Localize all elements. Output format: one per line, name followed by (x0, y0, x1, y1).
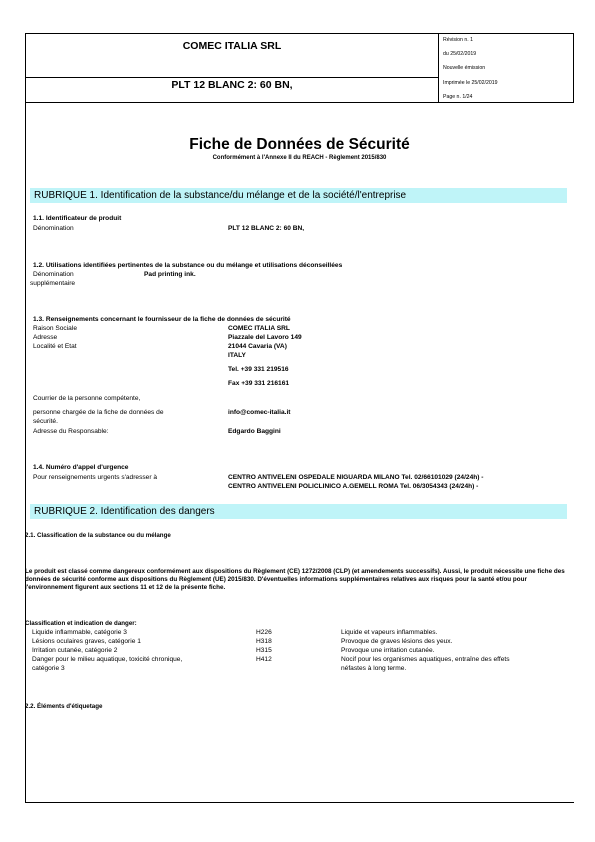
s13-mail-label-2: personne chargée de la fiche de données de (33, 409, 164, 416)
s13-country: ITALY (228, 352, 246, 359)
class-row-2-code: H318 (256, 638, 272, 645)
classification-title: Classification et indication de danger: (25, 620, 137, 627)
product-name: PLT 12 BLANC 2: 60 BN, (171, 79, 293, 91)
s13-email[interactable]: info@comec-italia.it (228, 409, 291, 416)
s13-title: 1.3. Renseignements concernant le fournisseur de la fiche de données de sécurité (33, 316, 291, 323)
class-row-4-desc: Nocif pour les organismes aquatiques, entraîne des effets (341, 656, 510, 663)
class-row-4-desc-cont: néfastes à long terme. (341, 665, 407, 672)
class-row-3-code: H315 (256, 647, 272, 654)
s13-tel: Tel. +39 331 219516 (228, 366, 289, 373)
s13-mail-label-1: Courrier de la personne compétente, (33, 395, 141, 402)
class-row-1-name: Liquide inflammable, catégorie 3 (32, 629, 127, 636)
section-2-banner (30, 504, 567, 519)
header-company-box (25, 33, 439, 78)
section-2-title: RUBRIQUE 2. Identification des dangers (34, 506, 215, 517)
company-name: COMEC ITALIA SRL (182, 40, 282, 52)
s21-paragraph: Le produit est classé comme dangereux conformément aux dispositions du Règlement (CE) 1272/2008 (CLP) (et amendements successifs). Aussi, le produit nécessite une fiche des données de sécurité conforme aux dispositions du Règlement (UE) 2015/830. D'éventuelles informations supplémentaires relatives aux risques pour la santé et/ou pour l'environnement figurent aux sections 11 et 12 de la présente fiche. (25, 568, 565, 592)
s14-title: 1.4. Numéro d'appel d'urgence (33, 464, 129, 471)
section-1-banner (30, 188, 567, 203)
s13-rs-value: COMEC ITALIA SRL (228, 325, 290, 332)
class-row-3-name: Irritation cutanée, catégorie 2 (32, 647, 118, 654)
s12-value: Pad printing ink. (144, 271, 196, 278)
class-row-4-name: Danger pour le milieu aquatique, toxicité chronique, (32, 656, 183, 663)
s13-locality-label: Localité et Etat (33, 343, 77, 350)
s12-label-2: supplémentaire (30, 280, 76, 287)
revision-number: Révision n. 1 (443, 37, 473, 43)
header-product-box (25, 77, 439, 103)
s13-responsible-value: Edgardo Baggini (228, 428, 281, 435)
class-row-2-name: Lésions oculaires graves, catégorie 1 (32, 638, 141, 645)
class-row-2-desc: Provoque de graves lésions des yeux. (341, 638, 453, 645)
s13-locality-value: 21044 Cavaria (VA) (228, 343, 287, 350)
class-row-1-desc: Liquide et vapeurs inflammables. (341, 629, 438, 636)
section-1-title: RUBRIQUE 1. Identification de la substance/du mélange et de la société/l'entreprise (34, 190, 407, 201)
document-title: Fiche de Données de Sécurité (189, 136, 410, 153)
issue-status: Nouvelle émission (443, 65, 486, 71)
revision-box (439, 33, 574, 103)
s12-title: 1.2. Utilisations identifiées pertinentes de la substance ou du mélange et utilisations déconseillées (33, 262, 343, 269)
s13-mail-label-3: sécurité. (33, 418, 58, 425)
s13-rs-label: Raison Sociale (33, 325, 77, 332)
s21-title: 2.1. Classification de la substance ou du mélange (25, 532, 171, 539)
s22-title: 2.2. Éléments d'étiquetage (25, 703, 103, 710)
s11-title: 1.1. Identificateur de produit (33, 215, 122, 222)
s14-value-1: CENTRO ANTIVELENI OSPEDALE NIGUARDA MILANO Tel. 02/66101029 (24/24h) - (228, 474, 484, 481)
document-subtitle: Conformément à l'Annexe II du REACH - Règlement 2015/830 (212, 155, 387, 161)
s13-fax: Fax +39 331 216161 (228, 380, 290, 387)
print-date: Imprimée le 25/02/2019 (443, 80, 498, 86)
s14-value-2: CENTRO ANTIVELENI POLICLINICO A.GEMELL ROMA Tel. 06/3054343 (24/24h) - (228, 483, 479, 490)
s11-label: Dénomination (33, 225, 74, 232)
class-row-4-name-cont: catégorie 3 (32, 665, 65, 672)
page-number: Page n. 1/24 (443, 94, 473, 100)
s13-responsible-label: Adresse du Responsable: (33, 428, 109, 435)
class-row-1-code: H226 (256, 629, 272, 636)
document-header (25, 33, 439, 103)
s14-label: Pour renseignements urgents s'adresser à (33, 474, 158, 481)
class-row-3-desc: Provoque une irritation cutanée. (341, 647, 435, 654)
class-row-4-code: H412 (256, 656, 272, 663)
s13-address-label: Adresse (33, 334, 58, 341)
s13-address-value: Piazzale del Lavoro 149 (228, 334, 302, 341)
s12-label-1: Dénomination (33, 271, 74, 278)
s11-value: PLT 12 BLANC 2: 60 BN, (228, 225, 305, 232)
revision-date: du 25/02/2019 (443, 51, 477, 57)
